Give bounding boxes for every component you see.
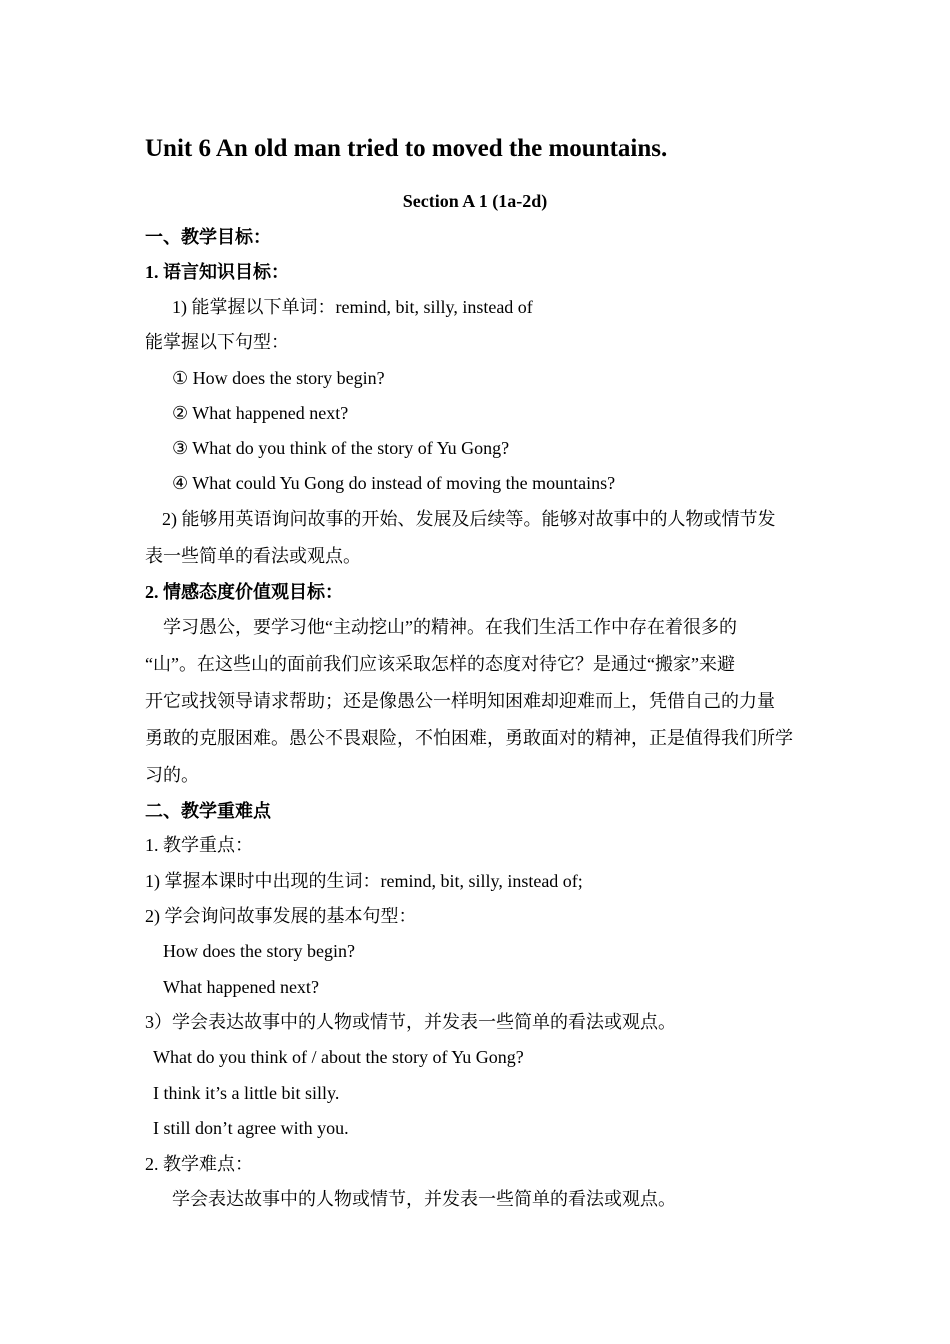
example-sentence: How does the story begin? [163, 941, 355, 961]
list-item: ① How does the story begin? [172, 368, 385, 388]
paragraph-line: 1) 掌握本课时中出现的生词：remind, bit, silly, instead of; [145, 871, 583, 891]
paragraph-line: 开它或找领导请求帮助；还是像愚公一样明知困难却迎难而上，凭借自己的力量 [145, 691, 775, 711]
paragraph-sentence-patterns: 能掌握以下句型： [145, 332, 289, 352]
heading-language-objectives: 1. 语言知识目标： [145, 262, 289, 282]
heading-teaching-objectives: 一、教学目标： [145, 227, 271, 247]
document-title: Unit 6 An old man tried to moved the mountains. [145, 135, 668, 162]
heading-key-points: 二、教学重难点 [145, 801, 271, 821]
paragraph-line: 学习愚公，要学习他“主动挖山”的精神。在我们生活工作中存在着很多的 [163, 617, 737, 637]
paragraph-line: 学会表达故事中的人物或情节，并发表一些简单的看法或观点。 [172, 1189, 676, 1209]
list-item: ④ What could Yu Gong do instead of moving the mountains? [172, 473, 616, 493]
paragraph-line: 2) 能够用英语询问故事的开始、发展及后续等。能够对故事中的人物或情节发 [162, 509, 776, 529]
subheading-teaching-focus: 1. 教学重点： [145, 835, 253, 855]
example-sentence: What do you think of / about the story of Yu Gong? [153, 1047, 524, 1067]
heading-emotional-objectives: 2. 情感态度价值观目标： [145, 582, 343, 602]
example-sentence: What happened next? [163, 977, 319, 997]
list-item: ③ What do you think of the story of Yu Gong? [172, 438, 510, 458]
paragraph-line: 勇敢的克服困难。愚公不畏艰险，不怕困难，勇敢面对的精神，正是值得我们所学 [145, 728, 793, 748]
paragraph-line: 3）学会表达故事中的人物或情节，并发表一些简单的看法或观点。 [145, 1012, 676, 1032]
paragraph-line: 表一些简单的看法或观点。 [145, 546, 361, 566]
subheading-teaching-difficulty: 2. 教学难点： [145, 1154, 253, 1174]
example-sentence: I think it’s a little bit silly. [153, 1083, 340, 1103]
paragraph-line: 2) 学会询问故事发展的基本句型： [145, 906, 417, 926]
section-heading: Section A 1 (1a-2d) [402, 191, 548, 211]
list-item: ② What happened next? [172, 403, 349, 423]
paragraph-vocabulary: 1) 能掌握以下单词：remind, bit, silly, instead of [172, 297, 533, 317]
paragraph-line: 习的。 [145, 765, 199, 785]
paragraph-line: “山”。在这些山的面前我们应该采取怎样的态度对待它？是通过“搬家”来避 [145, 654, 735, 674]
example-sentence: I still don’t agree with you. [153, 1118, 349, 1138]
